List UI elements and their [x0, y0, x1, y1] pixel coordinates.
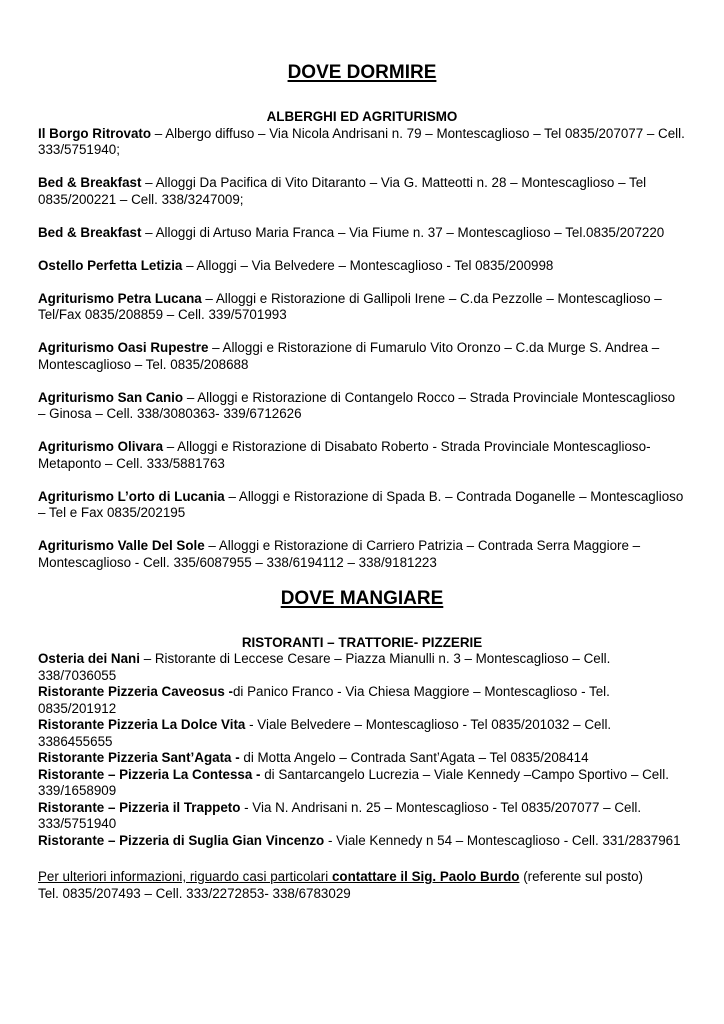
listing-entry — [38, 800, 686, 833]
listing-entry — [38, 258, 686, 275]
entry-details: - Via N. Andrisani n. 25 – Montescaglioso - Tel 0835/207077 – Cell. 333/5751940 — [38, 799, 642, 831]
listing-entry — [38, 175, 686, 208]
listing-entry — [38, 291, 686, 324]
listing-entry — [38, 126, 686, 159]
entry-details: – Alloggi e Ristorazione di Disabato Roberto - Strada Provinciale Montescaglioso- Metaponto – Cell. 333/5881763 — [38, 439, 651, 471]
listing-entry — [38, 651, 686, 684]
footer-note-prefix: Per ulteriori informazioni, riguardo casi particolari — [38, 869, 332, 884]
footer-phones: Tel. 0835/207493 – Cell. 333/2272853- 338/6783029 — [38, 885, 351, 901]
section-subtitle-alberghi: ALBERGHI ED AGRITURISMO — [266, 109, 458, 124]
listing-entry — [38, 489, 686, 522]
accommodation-list — [38, 126, 686, 572]
entry-details: – Alloggi e Ristorazione di Gallipoli Irene – C.da Pezzolle – Montescaglioso – Tel/Fax 0835/208859 – Cell. 339/5701993 — [38, 290, 662, 322]
entry-name: Agriturismo Valle Del Sole — [38, 538, 205, 553]
entry-details: - Viale Kennedy n 54 – Montescaglioso - Cell. 331/2837961 — [324, 832, 681, 848]
entry-name: Ristorante Pizzeria La Dolce Vita — [38, 717, 246, 732]
listing-entry — [38, 439, 686, 472]
entry-name: Bed & Breakfast — [38, 175, 142, 190]
footer-note — [38, 869, 686, 886]
entry-details: – Alloggi – Via Belvedere – Montescaglioso - Tel 0835/200998 — [182, 257, 554, 273]
section-title-dove-mangiare — [38, 588, 686, 610]
entry-details: – Albergo diffuso – Via Nicola Andrisani n. 79 – Montescaglioso – Tel 0835/207077 – Cell. 333/5751940; — [38, 125, 685, 157]
section-title-text: DOVE MANGIARE — [280, 587, 444, 609]
entry-name: Agriturismo L’orto di Lucania — [38, 488, 225, 504]
entry-name: Ristorante Pizzeria Sant’Agata - — [38, 750, 240, 765]
listing-entry — [38, 717, 686, 750]
entry-name: Agriturismo Olivara — [38, 439, 164, 454]
entry-name: Bed & Breakfast — [38, 224, 142, 240]
listing-entry — [38, 538, 686, 571]
entry-name: Ristorante – Pizzeria La Contessa - — [38, 766, 261, 782]
listing-entry — [38, 750, 686, 767]
entry-name: Osteria dei Nani — [38, 651, 140, 666]
footer-note-suffix: (referente sul posto) — [519, 869, 644, 884]
entry-details: – Alloggi e Ristorazione di Contangelo Rocco – Strada Provinciale Montescaglioso – Ginosa – Cell. 338/3080363- 339/6712626 — [38, 389, 676, 421]
entry-details: – Alloggi e Ristorazione di Carriero Patrizia – Contrada Serra Maggiore – Montescaglioso - Cell. 335/6087955 – 338/6194112 – 338/9181223 — [38, 538, 641, 570]
entry-name: Ristorante – Pizzeria il Trappeto — [38, 799, 241, 815]
listing-entry — [38, 225, 686, 242]
entry-details: di Motta Angelo – Contrada Sant’Agata – Tel 0835/208414 — [239, 750, 589, 765]
entry-details: - Viale Belvedere – Montescaglioso - Tel 0835/201032 – Cell. 3386455655 — [38, 717, 612, 749]
entry-name: Il Borgo Ritrovato — [38, 125, 152, 141]
restaurant-list — [38, 651, 686, 849]
entry-details: – Alloggi di Artuso Maria Franca – Via Fiume n. 37 – Montescaglioso – Tel.0835/207220 — [141, 224, 665, 240]
entry-name: Agriturismo San Canio — [38, 389, 184, 405]
entry-details: – Ristorante di Leccese Cesare – Piazza Mianulli n. 3 – Montescaglioso – Cell. 338/7036055 — [38, 651, 611, 683]
entry-details: – Alloggi e Ristorazione di Fumarulo Vito Oronzo – C.da Murge S. Andrea – Montescaglioso – Tel. 0835/208688 — [38, 340, 660, 372]
listing-entry — [38, 340, 686, 373]
entry-name: Agriturismo Petra Lucana — [38, 290, 202, 306]
entry-details: – Alloggi e Ristorazione di Spada B. – Contrada Doganelle – Montescaglioso – Tel e Fax 0835/202195 — [38, 488, 684, 520]
entry-name: Agriturismo Oasi Rupestre — [38, 340, 209, 355]
listing-entry — [38, 833, 686, 850]
section-subtitle-ristoranti: RISTORANTI – TRATTORIE- PIZZERIE — [241, 634, 483, 650]
entry-details: di Santarcangelo Lucrezia – Viale Kennedy –Campo Sportivo – Cell. 339/1658909 — [38, 766, 669, 798]
listing-entry — [38, 767, 686, 800]
footer-contact-name: contattare il Sig. Paolo Burdo — [331, 869, 520, 884]
listing-entry — [38, 684, 686, 717]
entry-name: Ristorante – Pizzeria di Suglia Gian Vincenzo — [38, 832, 325, 848]
section-title-dove-dormire — [38, 62, 686, 84]
entry-name: Ostello Perfetta Letizia — [38, 257, 183, 273]
listing-entry — [38, 390, 686, 423]
entry-name: Ristorante Pizzeria Caveosus - — [38, 684, 233, 699]
entry-details: di Panico Franco - Via Chiesa Maggiore – Montescaglioso - Tel. 0835/201912 — [38, 684, 610, 716]
entry-details: – Alloggi Da Pacifica di Vito Ditaranto – Via G. Matteotti n. 28 – Montescaglioso – Tel 0835/200221 – Cell. 338/3247009; — [38, 175, 647, 207]
section-title-text: DOVE DORMIRE — [287, 62, 437, 83]
